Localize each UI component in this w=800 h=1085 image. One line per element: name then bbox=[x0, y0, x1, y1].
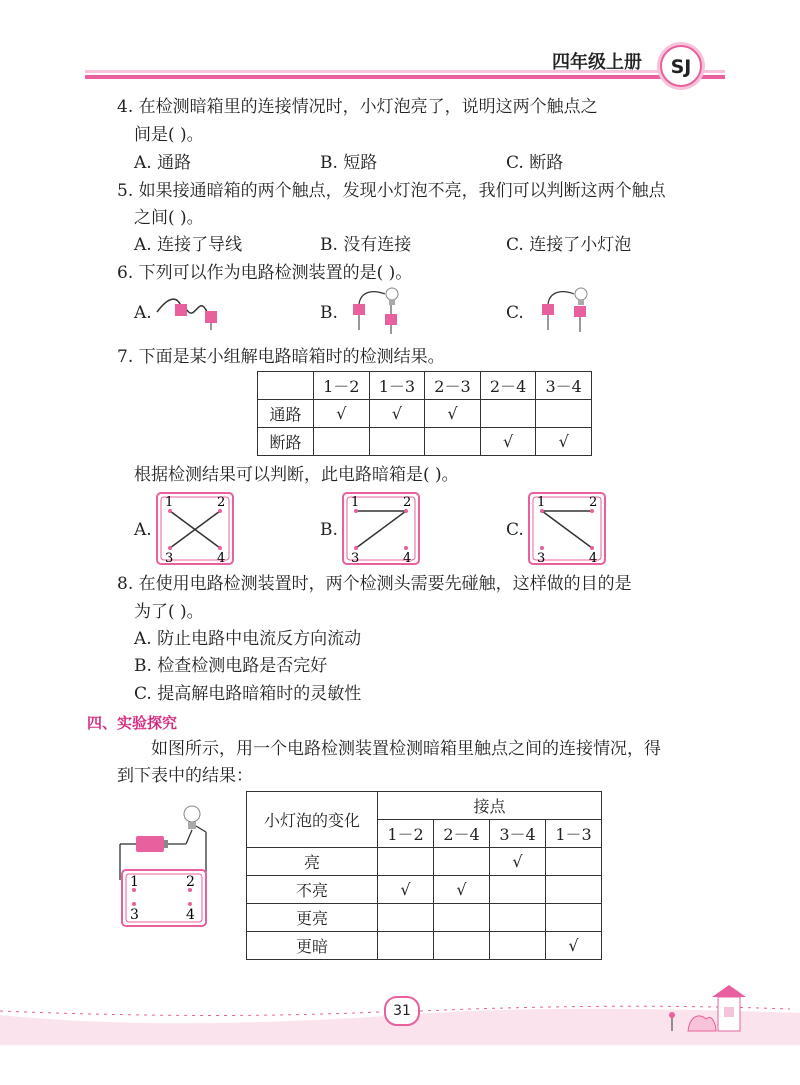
box-label: 3 bbox=[537, 551, 546, 566]
box-label: 2 bbox=[589, 495, 598, 510]
table-header-cell: 小灯泡的变化 bbox=[247, 792, 378, 848]
q5-option-c: C. 连接了小灯泡 bbox=[506, 235, 632, 255]
table-row bbox=[247, 932, 602, 960]
q4-option-b: B. 短路 bbox=[320, 153, 378, 173]
table-cell bbox=[546, 876, 602, 904]
page-number: 31 bbox=[384, 996, 420, 1026]
table-cell: 亮 bbox=[247, 848, 378, 876]
q8-line1: 8. 在使用电路检测装置时，两个检测头需要先碰触，这样做的目的是 bbox=[117, 574, 632, 594]
table-cell bbox=[425, 428, 481, 456]
q7-followup: 根据检测结果可以判断，此电路暗箱是( )。 bbox=[134, 465, 459, 485]
table-cell: √ bbox=[480, 428, 536, 456]
table-cell: √ bbox=[425, 400, 481, 428]
table-cell bbox=[378, 904, 434, 932]
box-label: 1 bbox=[165, 495, 174, 510]
table-cell: 1－3 bbox=[369, 372, 425, 400]
diagram-label: 1 bbox=[130, 874, 139, 890]
table-cell: √ bbox=[369, 400, 425, 428]
table-row bbox=[247, 904, 602, 932]
section4-line2: 到下表中的结果： bbox=[117, 766, 253, 786]
table-cell: 通路 bbox=[258, 400, 314, 428]
table-cell bbox=[369, 428, 425, 456]
table-cell bbox=[378, 932, 434, 960]
q4-line1: 4. 在检测暗箱里的连接情况时，小灯泡亮了，说明这两个触点之 bbox=[117, 97, 598, 117]
circuit-diagram bbox=[108, 800, 220, 930]
table-row bbox=[247, 848, 602, 876]
q6-option-b: B. bbox=[320, 303, 338, 323]
q7-option-a: A. bbox=[134, 520, 152, 540]
q5-line1: 5. 如果接通暗箱的两个触点，发现小灯泡不亮，我们可以判断这两个触点 bbox=[117, 181, 666, 201]
table-row bbox=[247, 876, 602, 904]
q7-option-b: B. bbox=[320, 520, 338, 540]
q5-line2: 之间( )。 bbox=[134, 208, 204, 228]
table-cell: 2－4 bbox=[480, 372, 536, 400]
box-c-figure bbox=[527, 491, 607, 566]
table-cell: √ bbox=[546, 932, 602, 960]
section4-result-table bbox=[246, 791, 602, 960]
table-row bbox=[258, 428, 592, 456]
box-label: 4 bbox=[403, 551, 412, 566]
q8-line2: 为了( )。 bbox=[134, 602, 204, 622]
table-cell bbox=[480, 400, 536, 428]
table-cell: 2－4 bbox=[434, 820, 490, 848]
table-cell bbox=[546, 848, 602, 876]
device-b-figure bbox=[345, 284, 405, 336]
q7-option-c: C. bbox=[506, 520, 524, 540]
table-cell: 3－4 bbox=[536, 372, 592, 400]
diagram-label: 4 bbox=[186, 907, 195, 923]
table-cell bbox=[258, 372, 314, 400]
table-cell bbox=[434, 848, 490, 876]
table-cell bbox=[378, 848, 434, 876]
box-a-figure bbox=[155, 491, 235, 566]
table-cell: 2－3 bbox=[425, 372, 481, 400]
sj-badge bbox=[655, 40, 707, 92]
table-cell: √ bbox=[536, 428, 592, 456]
box-label: 1 bbox=[537, 495, 546, 510]
table-cell bbox=[490, 904, 546, 932]
table-cell: 断路 bbox=[258, 428, 314, 456]
table-cell: √ bbox=[434, 876, 490, 904]
box-b-figure bbox=[341, 491, 421, 566]
q4-line2: 间是( )。 bbox=[134, 125, 204, 145]
table-cell bbox=[490, 876, 546, 904]
diagram-label: 3 bbox=[130, 907, 139, 923]
table-cell: 更暗 bbox=[247, 932, 378, 960]
table-cell bbox=[314, 428, 370, 456]
table-row bbox=[258, 400, 592, 428]
table-cell bbox=[434, 932, 490, 960]
table-cell bbox=[434, 904, 490, 932]
table-cell: √ bbox=[314, 400, 370, 428]
q4-option-a: A. 通路 bbox=[134, 153, 192, 173]
q6-option-c: C. bbox=[506, 303, 524, 323]
table-cell: 不亮 bbox=[247, 876, 378, 904]
q8-option-a: A. 防止电路中电流反方向流动 bbox=[134, 629, 362, 649]
table-cell: 3－4 bbox=[490, 820, 546, 848]
table-cell bbox=[546, 904, 602, 932]
box-label: 2 bbox=[217, 495, 226, 510]
section4-line1: 如图所示，用一个电路检测装置检测暗箱里触点之间的连接情况，得 bbox=[151, 739, 661, 759]
badge-text: SJ bbox=[670, 56, 692, 78]
q5-option-a: A. 连接了导线 bbox=[134, 235, 243, 255]
box-label: 1 bbox=[351, 495, 360, 510]
box-label: 2 bbox=[403, 495, 412, 510]
table-cell: 1－2 bbox=[314, 372, 370, 400]
q7-stem: 7. 下面是某小组解电路暗箱时的检测结果。 bbox=[117, 347, 445, 367]
table-header-cell: 接点 bbox=[378, 792, 602, 820]
q7-result-table bbox=[257, 371, 592, 456]
box-label: 3 bbox=[165, 551, 174, 566]
box-label: 3 bbox=[351, 551, 360, 566]
box-label: 4 bbox=[589, 551, 598, 566]
table-cell: √ bbox=[490, 848, 546, 876]
table-cell bbox=[536, 400, 592, 428]
grade-title: 四年级上册 bbox=[552, 52, 642, 73]
q4-option-c: C. 断路 bbox=[506, 153, 564, 173]
device-c-figure bbox=[534, 284, 594, 336]
q5-option-b: B. 没有连接 bbox=[320, 235, 412, 255]
table-cell: 1－2 bbox=[378, 820, 434, 848]
table-cell: 1－3 bbox=[546, 820, 602, 848]
q8-option-b: B. 检查检测电路是否完好 bbox=[134, 656, 328, 676]
q6-option-a: A. bbox=[134, 303, 152, 323]
section-title: 四、实验探究 bbox=[87, 714, 178, 732]
q6-stem: 6. 下列可以作为电路检测装置的是( )。 bbox=[117, 263, 413, 283]
table-cell bbox=[490, 932, 546, 960]
table-cell: 更亮 bbox=[247, 904, 378, 932]
box-label: 4 bbox=[217, 551, 226, 566]
device-a-figure bbox=[155, 292, 225, 332]
table-row bbox=[247, 792, 602, 820]
table-cell: √ bbox=[378, 876, 434, 904]
q8-option-c: C. 提高解电路暗箱时的灵敏性 bbox=[134, 684, 362, 704]
table-row bbox=[258, 372, 592, 400]
diagram-label: 2 bbox=[186, 874, 195, 890]
